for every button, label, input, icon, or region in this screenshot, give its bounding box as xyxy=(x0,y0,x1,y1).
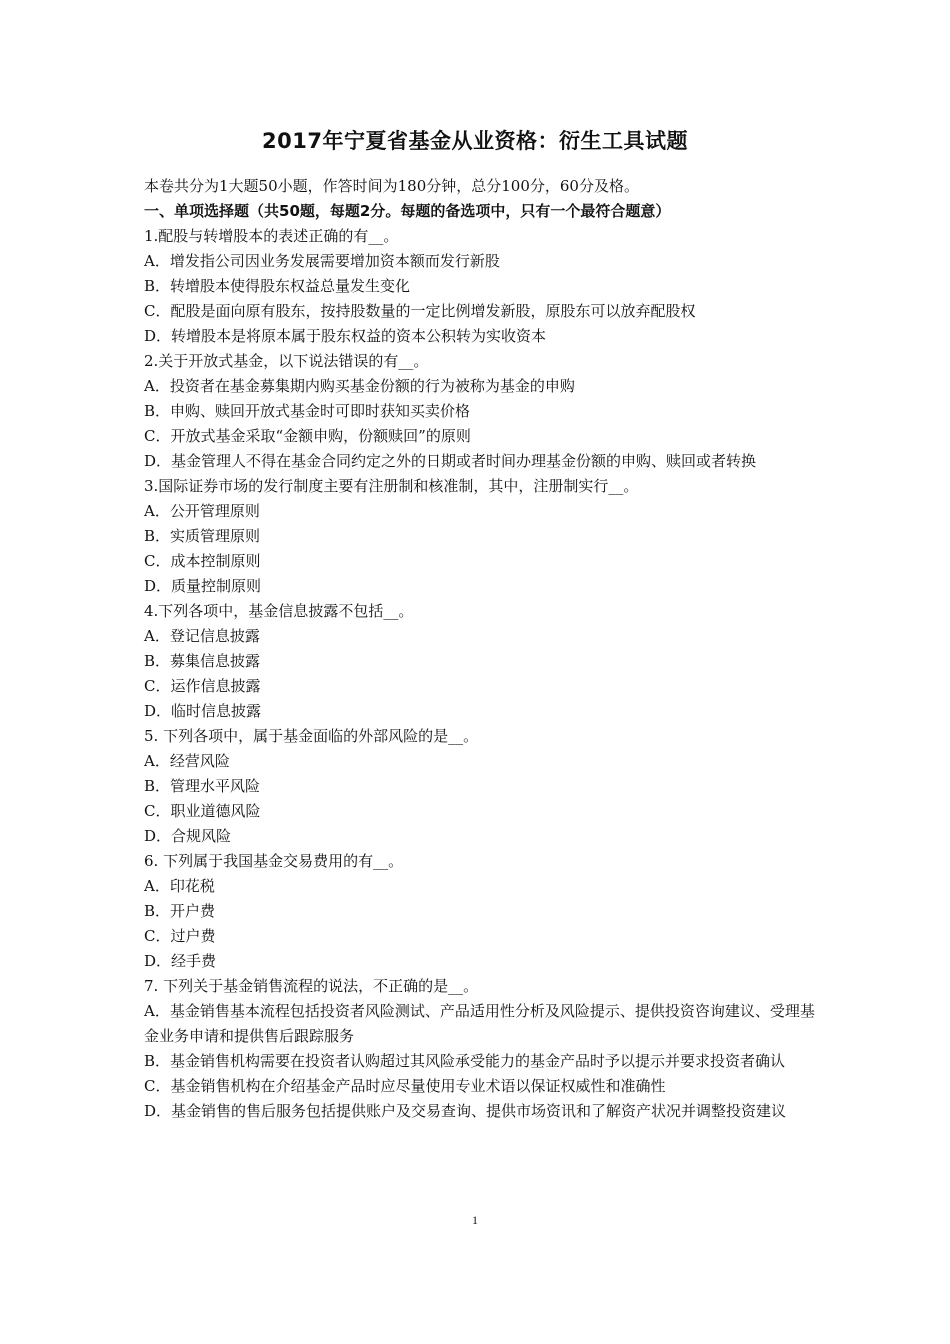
answer-option: B．开户费 xyxy=(144,902,216,920)
answer-option: B．募集信息披露 xyxy=(144,652,261,670)
question-list xyxy=(144,224,824,1124)
answer-option: D．基金管理人不得在基金合同约定之外的日期或者时间办理基金份额的申购、赎回或者转换 xyxy=(144,452,757,470)
answer-option: B．管理水平风险 xyxy=(144,777,261,795)
answer-option: C．职业道德风险 xyxy=(144,802,261,820)
answer-option: A．投资者在基金募集期内购买基金份额的行为被称为基金的申购 xyxy=(144,377,575,395)
answer-option: A．增发指公司因业务发展需要增加资本额而发行新股 xyxy=(144,252,500,270)
answer-option: C．配股是面向原有股东，按持股数量的一定比例增发新股，原股东可以放弃配股权 xyxy=(144,302,696,320)
answer-option: C．运作信息披露 xyxy=(144,677,261,695)
answer-option: A．经营风险 xyxy=(144,752,230,770)
question-stem: 6. 下列属于我国基金交易费用的有__。 xyxy=(144,852,404,870)
section-heading: 一、单项选择题（共50题，每题2分。每题的备选项中，只有一个最符合题意） xyxy=(144,202,671,220)
answer-option: A．基金销售基本流程包括投资者风险测试、产品适用性分析及风险提示、提供投资咨询建议、受理基金业务申请和提供售后跟踪服务 xyxy=(144,1002,815,1045)
question-stem: 1.配股与转增股本的表述正确的有__。 xyxy=(144,227,399,245)
answer-option: D．质量控制原则 xyxy=(144,577,262,595)
answer-option: D．合规风险 xyxy=(144,827,232,845)
page-number: 1 xyxy=(472,1213,478,1227)
answer-option: D．基金销售的售后服务包括提供账户及交易查询、提供市场资讯和了解资产状况并调整投资建议 xyxy=(144,1102,787,1120)
question-stem: 2.关于开放式基金，以下说法错误的有__。 xyxy=(144,352,429,370)
answer-option: C．过户费 xyxy=(144,927,216,945)
answer-option: B．申购、赎回开放式基金时可即时获知买卖价格 xyxy=(144,402,471,420)
answer-option: B．实质管理原则 xyxy=(144,527,261,545)
question-stem: 4.下列各项中，基金信息披露不包括__。 xyxy=(144,602,414,620)
question-stem: 5. 下列各项中，属于基金面临的外部风险的是__。 xyxy=(144,727,479,745)
answer-option: D．转增股本是将原本属于股东权益的资本公积转为实收资本 xyxy=(144,327,547,345)
document-title: 2017年宁夏省基金从业资格：衍生工具试题 xyxy=(262,129,688,153)
answer-option: D．临时信息披露 xyxy=(144,702,262,720)
question-stem: 3.国际证券市场的发行制度主要有注册制和核准制，其中，注册制实行__。 xyxy=(144,477,639,495)
question-stem: 7. 下列关于基金销售流程的说法，不正确的是__。 xyxy=(144,977,479,995)
answer-option: A．登记信息披露 xyxy=(144,627,260,645)
exam-intro: 本卷共分为1大题50小题，作答时间为180分钟，总分100分，60分及格。 xyxy=(144,177,639,195)
answer-option: C．成本控制原则 xyxy=(144,552,261,570)
document-body xyxy=(144,174,824,1124)
answer-option: C．基金销售机构在介绍基金产品时应尽量使用专业术语以保证权威性和准确性 xyxy=(144,1077,666,1095)
answer-option: A．公开管理原则 xyxy=(144,502,260,520)
answer-option: B．基金销售机构需要在投资者认购超过其风险承受能力的基金产品时予以提示并要求投资者确认 xyxy=(144,1052,786,1070)
answer-option: A．印花税 xyxy=(144,877,215,895)
answer-option: B．转增股本使得股东权益总量发生变化 xyxy=(144,277,411,295)
answer-option: C．开放式基金采取“金额申购，份额赎回”的原则 xyxy=(144,427,471,445)
answer-option: D．经手费 xyxy=(144,952,217,970)
